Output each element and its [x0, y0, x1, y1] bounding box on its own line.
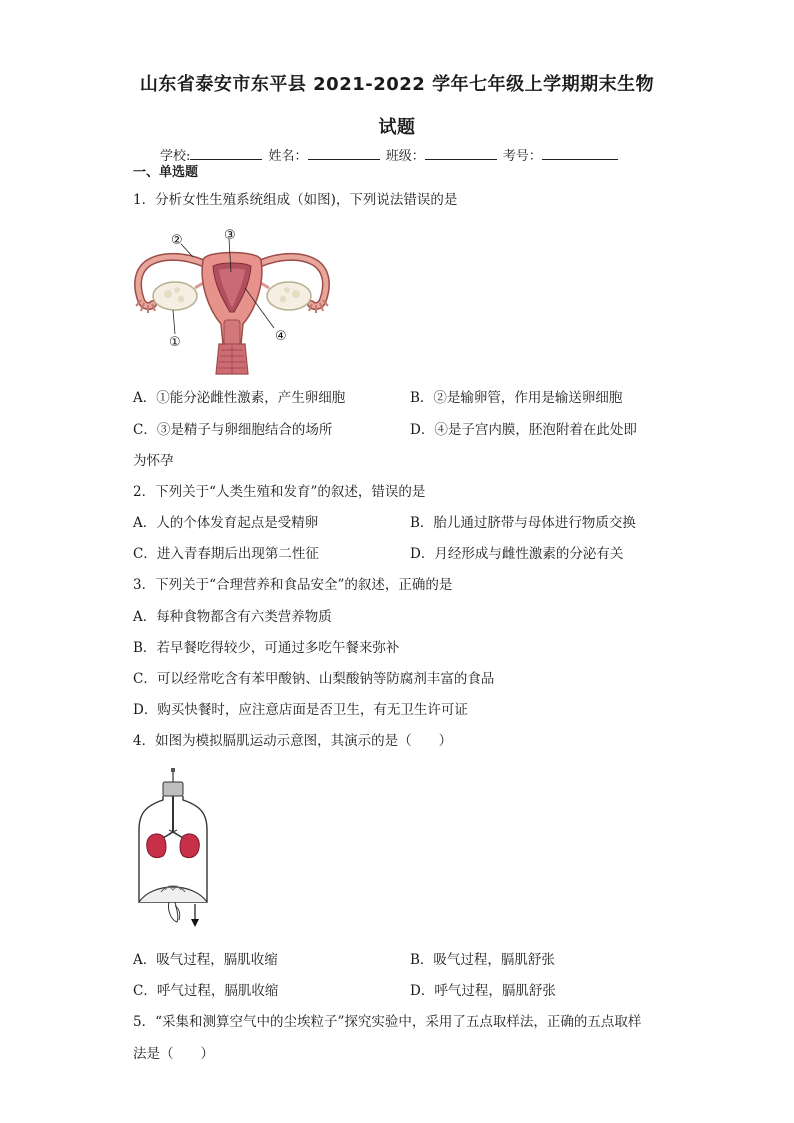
q4-option-b[interactable]: B．吸气过程，膈肌舒张: [410, 952, 555, 968]
page-title: 山东省泰安市东平县 2021-2022 学年七年级上学期期末生物: [139, 74, 655, 95]
female-reproductive-system-figure: [133, 222, 333, 377]
name-label: 姓名：: [268, 149, 308, 164]
class-label: 班级：: [385, 149, 425, 164]
q3-option-a[interactable]: A．每种食物都含有六类营养物质: [133, 609, 332, 625]
figure-label-4: ④: [275, 329, 287, 344]
q3-option-b[interactable]: B．若早餐吃得较少，可通过多吃午餐来弥补: [133, 640, 400, 656]
student-info: [160, 145, 620, 164]
school-blank[interactable]: [190, 146, 262, 160]
q1-option-d[interactable]: D．④是子宫内膜，胚泡附着在此处即: [410, 422, 637, 438]
q4-option-c[interactable]: C．呼气过程，膈肌收缩: [133, 983, 279, 999]
q4-option-a[interactable]: A．吸气过程，膈肌收缩: [133, 952, 278, 968]
diaphragm-model-figure: [133, 768, 213, 930]
question-5-stem-cont: 法是（ ）: [133, 1046, 214, 1062]
q1-option-b[interactable]: B．②是输卵管，作用是输送卵细胞: [410, 390, 623, 406]
class-blank[interactable]: [425, 146, 497, 160]
q2-option-d[interactable]: D．月经形成与雌性激素的分泌有关: [410, 546, 624, 562]
q2-option-c[interactable]: C．进入青春期后出现第二性征: [133, 546, 319, 562]
question-2-stem: 2．下列关于“人类生殖和发育”的叙述，错误的是: [133, 484, 426, 500]
q1-option-d-cont: 为怀孕: [133, 453, 174, 469]
q4-option-d[interactable]: D．呼气过程，膈肌舒张: [410, 983, 556, 999]
page-title-line2: 试题: [378, 117, 416, 138]
exam-number-blank[interactable]: [542, 146, 618, 160]
q1-option-a[interactable]: A．①能分泌雌性激素，产生卵细胞: [133, 390, 346, 406]
q1-option-c[interactable]: C．③是精子与卵细胞结合的场所: [133, 422, 333, 438]
question-5-stem: 5．“采集和测算空气中的尘埃粒子”探究实验中，采用了五点取样法，正确的五点取样: [133, 1014, 642, 1030]
figure-label-2: ②: [171, 233, 183, 248]
q2-option-b[interactable]: B．胎儿通过脐带与母体进行物质交换: [410, 515, 636, 531]
question-4-stem: 4．如图为模拟膈肌运动示意图，其演示的是（ ）: [133, 733, 453, 749]
question-1-stem: 1．分析女性生殖系统组成（如图)，下列说法错误的是: [133, 192, 458, 208]
figure-label-3: ③: [224, 228, 236, 243]
figure-label-1: ①: [169, 335, 181, 350]
q3-option-d[interactable]: D．购买快餐时，应注意店面是否卫生，有无卫生许可证: [133, 702, 468, 718]
question-3-stem: 3．下列关于“合理营养和食品安全”的叙述，正确的是: [133, 577, 453, 593]
section-title: 一、单选题: [133, 165, 199, 180]
name-blank[interactable]: [308, 146, 380, 160]
q2-option-a[interactable]: A．人的个体发育起点是受精卵: [133, 515, 319, 531]
q3-option-c[interactable]: C．可以经常吃含有苯甲酸钠、山梨酸钠等防腐剂丰富的食品: [133, 671, 495, 687]
school-label: 学校:: [160, 149, 191, 164]
exam-number-label: 考号：: [502, 149, 542, 164]
